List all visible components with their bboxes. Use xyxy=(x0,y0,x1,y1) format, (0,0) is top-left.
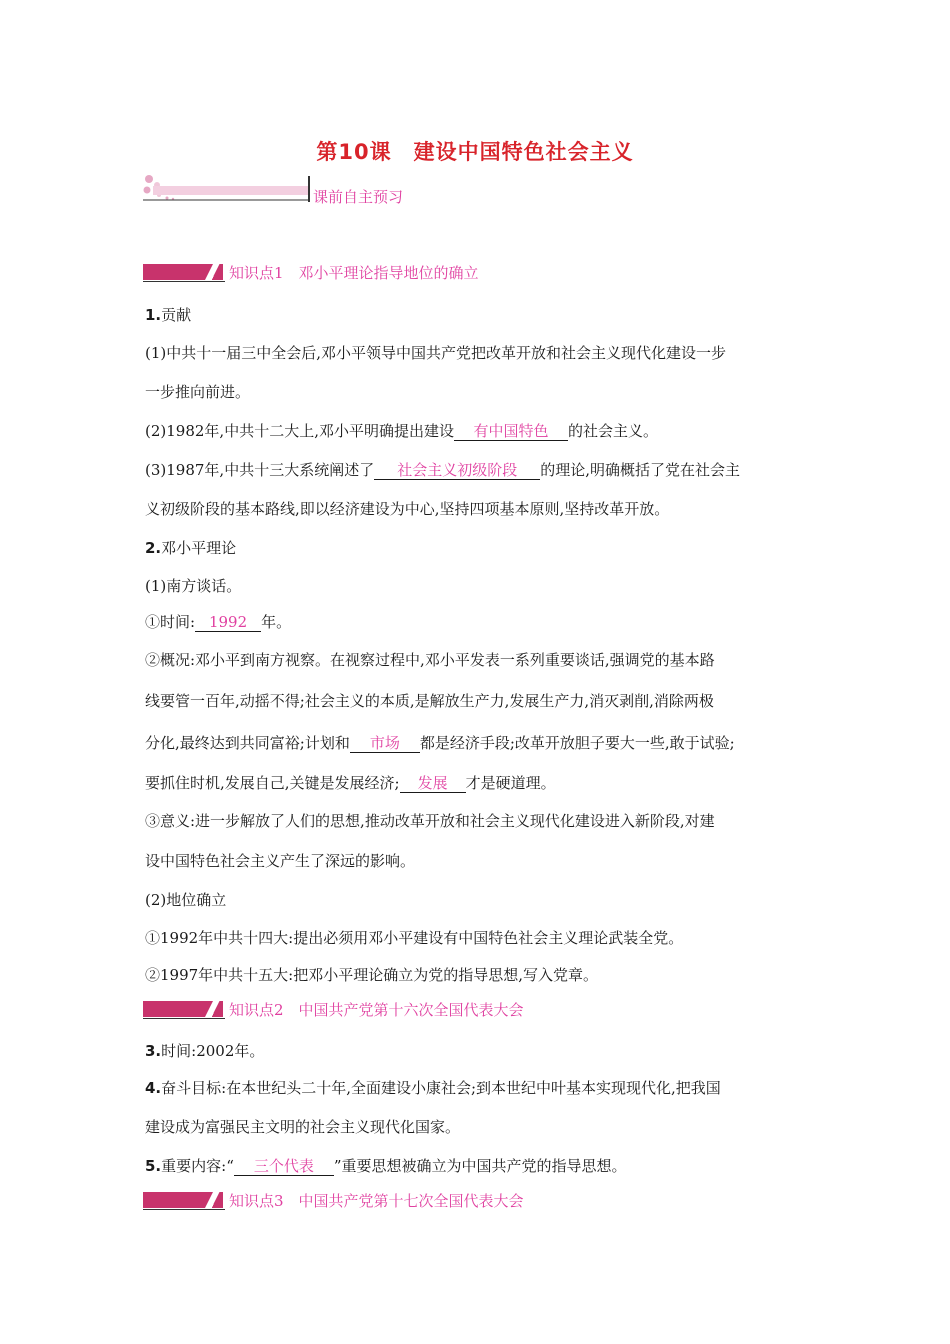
text: 分化,最终达到共同富裕;计划和 xyxy=(145,734,350,752)
text: 要抓住时机,发展自己,关键是发展经济; xyxy=(145,774,400,792)
text: 年。 xyxy=(261,613,292,631)
paragraph-line xyxy=(145,772,556,793)
kp-label: 知识点3 中国共产党第十七次全国代表大会 xyxy=(229,1192,524,1210)
kp-underline xyxy=(143,281,225,282)
item-number: 3. xyxy=(145,1042,162,1060)
kp-bar-icon xyxy=(143,1001,223,1017)
kp-bar-icon xyxy=(143,264,223,280)
paragraph-line: 义初级阶段的基本路线,即以经济建设为中心,坚持四项基本原则,坚持改革开放。 xyxy=(145,500,670,518)
paragraph-line: 一步推向前进。 xyxy=(145,383,251,401)
paragraph-line: ②概况:邓小平到南方视察。在视察过程中,邓小平发表一系列重要谈话,强调党的基本路 xyxy=(145,651,715,669)
section-banner-label: 课前自主预习 xyxy=(313,188,404,206)
text: 才是硬道理。 xyxy=(465,774,556,792)
text: 重要内容:“ xyxy=(161,1157,234,1175)
text: (2)1982年,中共十二大上,邓小平明确提出建设 xyxy=(145,422,454,440)
text: ①时间: xyxy=(145,613,196,631)
paragraph-line xyxy=(145,611,291,632)
decor-dot xyxy=(145,175,153,183)
paragraph-line: ③意义:进一步解放了人们的思想,推动改革开放和社会主义现代化建设进入新阶段,对建 xyxy=(145,812,715,830)
decor-dot xyxy=(144,187,151,194)
kp-underline xyxy=(143,1018,225,1019)
paragraph-line: 建设成为富强民主文明的社会主义现代化国家。 xyxy=(145,1118,461,1136)
paragraph-line: 设中国特色社会主义产生了深远的影响。 xyxy=(145,852,416,870)
text: ”重要思想被确立为中国共产党的指导思想。 xyxy=(333,1157,627,1175)
paragraph-line xyxy=(145,1155,627,1176)
paragraph-line: ②1997年中共十五大:把邓小平理论确立为党的指导思想,写入党章。 xyxy=(145,966,598,984)
fill-blank-answer: 社会主义初级阶段 xyxy=(374,461,540,480)
fill-blank-answer: 有中国特色 xyxy=(454,422,568,441)
heading-deng-theory xyxy=(145,537,236,558)
paragraph-line: (2)地位确立 xyxy=(145,891,227,909)
fill-blank-answer: 发展 xyxy=(400,774,466,793)
lesson-title: 第10课 建设中国特色社会主义 xyxy=(316,140,634,164)
paragraph-line: 线要管一百年,动摇不得;社会主义的本质,是解放生产力,发展生产力,消灭剥削,消除两极 xyxy=(145,692,714,710)
fill-blank-answer: 三个代表 xyxy=(234,1157,334,1176)
fill-blank-answer: 1992 xyxy=(195,613,261,632)
decor-band xyxy=(153,186,309,195)
item-number: 4. xyxy=(145,1079,162,1097)
paragraph-line xyxy=(145,459,740,480)
paragraph-line xyxy=(145,420,658,441)
paragraph-line: (1)中共十一届三中全会后,邓小平领导中国共产党把改革开放和社会主义现代化建设一步 xyxy=(145,344,727,362)
heading-contribution xyxy=(145,304,191,325)
paragraph-line xyxy=(145,732,735,753)
kp-bar-icon xyxy=(143,1192,223,1208)
text: 的社会主义。 xyxy=(567,422,658,440)
item-text: 时间:2002年。 xyxy=(161,1042,265,1060)
fill-blank-answer: 市场 xyxy=(350,734,420,753)
text: (3)1987年,中共十三大系统阐述了 xyxy=(145,461,375,479)
paragraph-line: ①1992年中共十四大:提出必须用邓小平建设有中国特色社会主义理论武装全党。 xyxy=(145,929,684,947)
paragraph-line: (1)南方谈话。 xyxy=(145,577,242,595)
item-text: 贡献 xyxy=(161,306,192,324)
item-number: 2. xyxy=(145,539,162,557)
kp-underline xyxy=(143,1209,225,1210)
item-text: 奋斗目标:在本世纪头二十年,全面建设小康社会;到本世纪中叶基本实现现代化,把我国 xyxy=(161,1079,721,1097)
item-number: 1. xyxy=(145,306,162,324)
paragraph-line xyxy=(145,1077,721,1098)
text: 的理论,明确概括了党在社会主 xyxy=(540,461,740,479)
item-number: 5. xyxy=(145,1157,162,1175)
kp-label: 知识点2 中国共产党第十六次全国代表大会 xyxy=(229,1001,524,1019)
item-text: 邓小平理论 xyxy=(161,539,237,557)
text: 都是经济手段;改革开放胆子要大一些,敢于试验; xyxy=(419,734,735,752)
decor-dot xyxy=(166,197,169,200)
kp-label: 知识点1 邓小平理论指导地位的确立 xyxy=(229,264,479,282)
paragraph-line xyxy=(145,1040,264,1061)
